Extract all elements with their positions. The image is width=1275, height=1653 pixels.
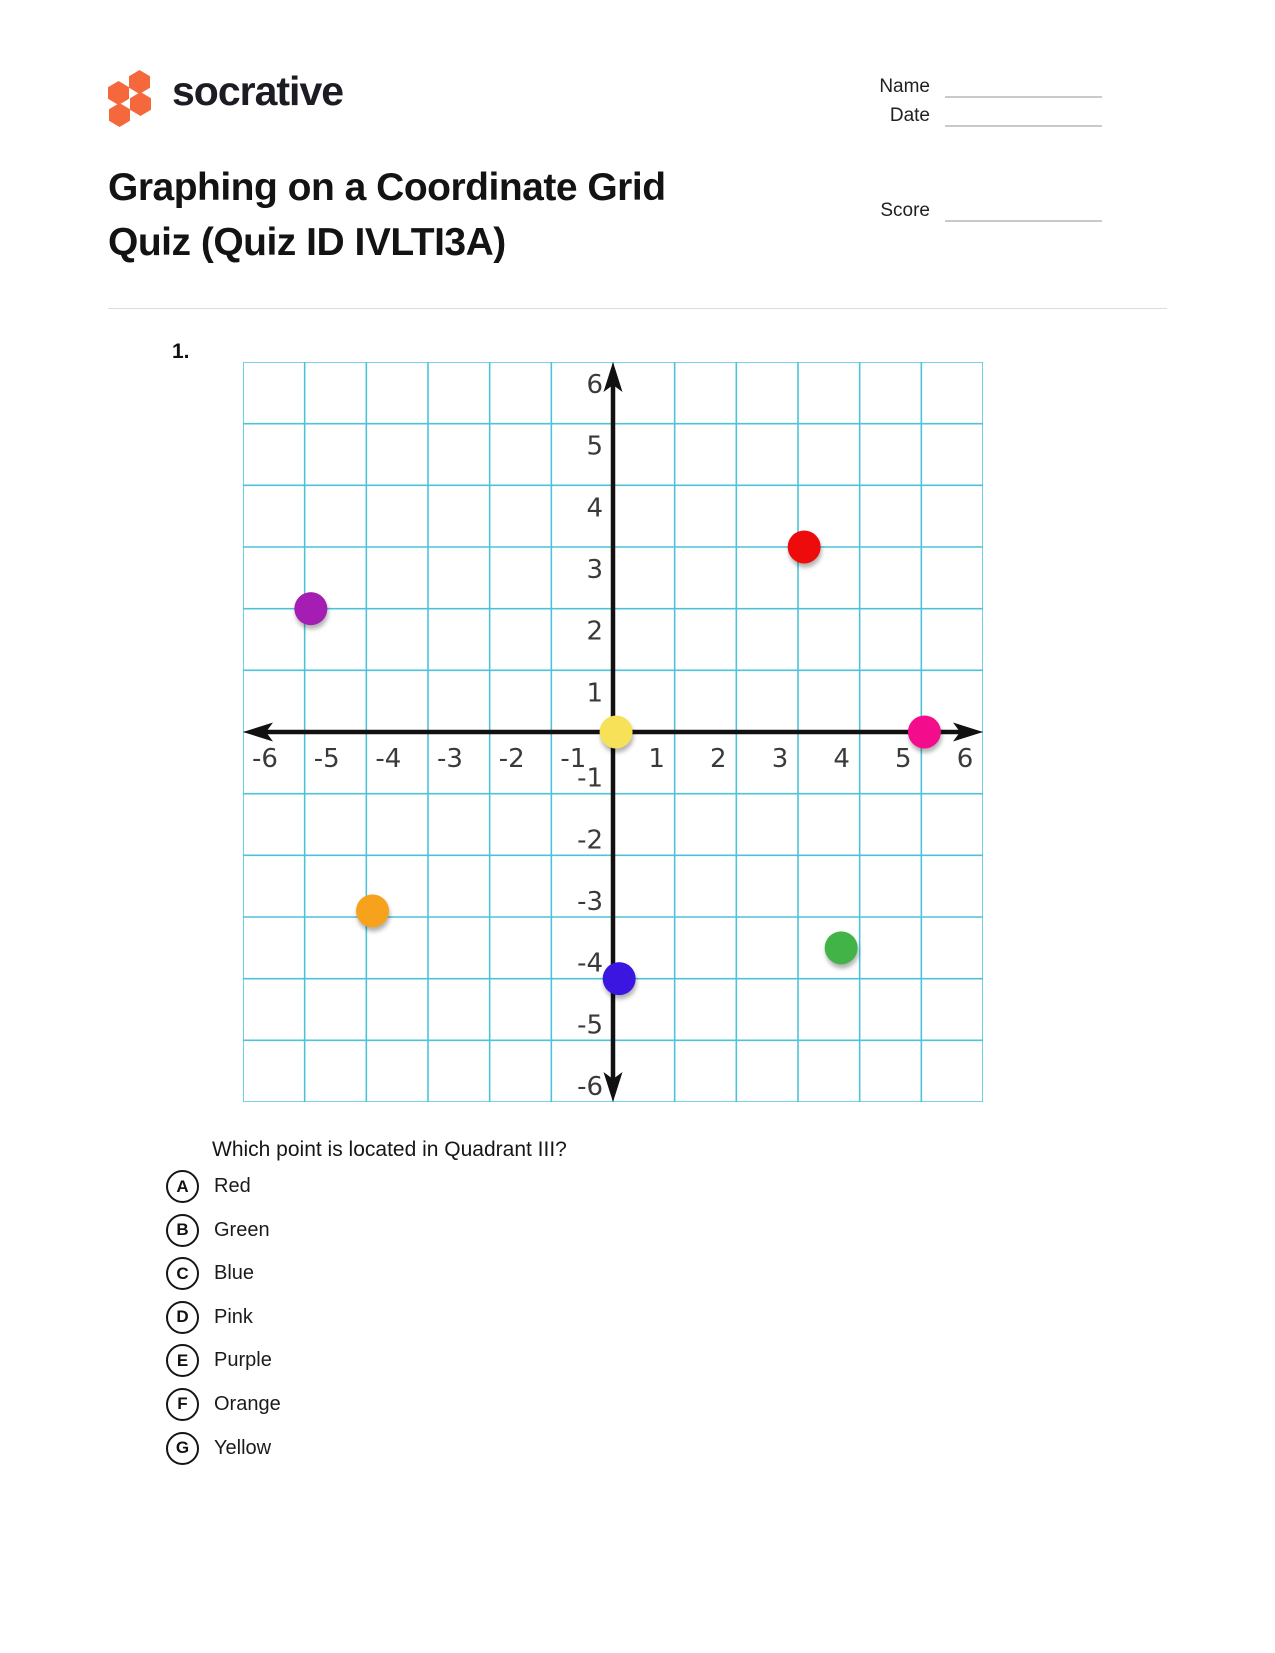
point-green (825, 931, 858, 964)
point-orange (356, 894, 389, 927)
score-label: Score (880, 200, 930, 221)
name-label: Name (879, 76, 930, 97)
x-tick-label: -5 (313, 744, 340, 774)
choice-row-yellow[interactable] (166, 1432, 281, 1465)
page-title-line2: Quiz (Quiz ID IVLTI3A) (108, 221, 506, 264)
y-tick-label: -4 (577, 948, 603, 979)
choice-row-pink[interactable] (166, 1301, 281, 1334)
y-tick-label: 1 (586, 678, 603, 709)
y-tick-label: 3 (586, 555, 603, 585)
coordinate-grid (243, 362, 983, 1102)
date-blank-line (945, 125, 1102, 127)
logo-hexagon (130, 92, 151, 116)
date-label: Date (889, 105, 930, 126)
coordinate-grid-svg (243, 362, 983, 1102)
x-tick-label: 1 (648, 744, 665, 774)
x-tick-label: 4 (833, 744, 850, 774)
point-blue (603, 962, 636, 995)
point-yellow (600, 716, 633, 749)
page-title (108, 160, 868, 270)
y-tick-label: -3 (577, 887, 603, 917)
socrative-logo-icon (102, 62, 162, 130)
x-tick-label: -6 (252, 744, 278, 774)
logo-hexagon (109, 103, 130, 127)
y-tick-label: 4 (586, 493, 603, 524)
answer-choices (166, 1170, 281, 1475)
choice-row-orange[interactable] (166, 1388, 281, 1421)
y-tick-label: 6 (586, 370, 603, 400)
y-tick-label: -5 (577, 1010, 603, 1041)
name-blank-line (945, 96, 1102, 98)
header-divider (108, 308, 1167, 309)
x-tick-label: 6 (956, 744, 974, 774)
choice-letter-circle[interactable]: B (166, 1214, 199, 1247)
choice-row-blue[interactable] (166, 1257, 281, 1290)
choice-label: Yellow (214, 1436, 272, 1459)
point-purple (294, 592, 327, 625)
choice-label: Pink (214, 1305, 253, 1328)
logo-hexagon (129, 70, 150, 94)
choice-letter-circle[interactable]: E (166, 1344, 199, 1377)
x-tick-label: -3 (437, 744, 463, 774)
y-tick-label: -2 (577, 825, 603, 856)
x-tick-label: 2 (710, 744, 727, 774)
x-tick-label: 3 (771, 744, 789, 774)
point-pink (908, 716, 941, 749)
choice-label: Purple (214, 1349, 272, 1372)
page-title-line1: Graphing on a Coordinate Grid (108, 166, 666, 209)
choice-letter-circle[interactable]: A (166, 1170, 199, 1203)
y-tick-label: -1 (577, 763, 603, 794)
brand-wordmark: socrative (172, 68, 344, 114)
x-tick-label: -1 (560, 744, 587, 774)
y-tick-label: 2 (586, 616, 603, 647)
choice-label: Blue (214, 1262, 255, 1285)
y-tick-label: -6 (577, 1072, 603, 1102)
score-blank-line (945, 220, 1102, 222)
choice-label: Red (214, 1175, 251, 1197)
point-red (788, 531, 821, 564)
choice-row-green[interactable] (166, 1214, 281, 1247)
choice-letter-circle[interactable]: D (166, 1301, 199, 1334)
x-tick-label: -2 (498, 744, 525, 774)
choice-letter-circle[interactable]: C (166, 1257, 199, 1290)
choice-label: Green (214, 1218, 270, 1241)
logo-hexagon (108, 81, 129, 105)
choice-row-purple[interactable] (166, 1344, 281, 1377)
choice-letter-circle[interactable]: G (166, 1432, 199, 1465)
choice-row-red[interactable] (166, 1170, 281, 1203)
x-tick-label: 5 (895, 744, 912, 774)
x-tick-label: -4 (375, 744, 402, 774)
choice-label: Orange (214, 1392, 281, 1415)
question-text: Which point is located in Quadrant III? (212, 1138, 567, 1161)
choice-letter-circle[interactable]: F (166, 1388, 199, 1421)
y-tick-label: 5 (586, 431, 603, 462)
question-number: 1. (172, 340, 190, 363)
